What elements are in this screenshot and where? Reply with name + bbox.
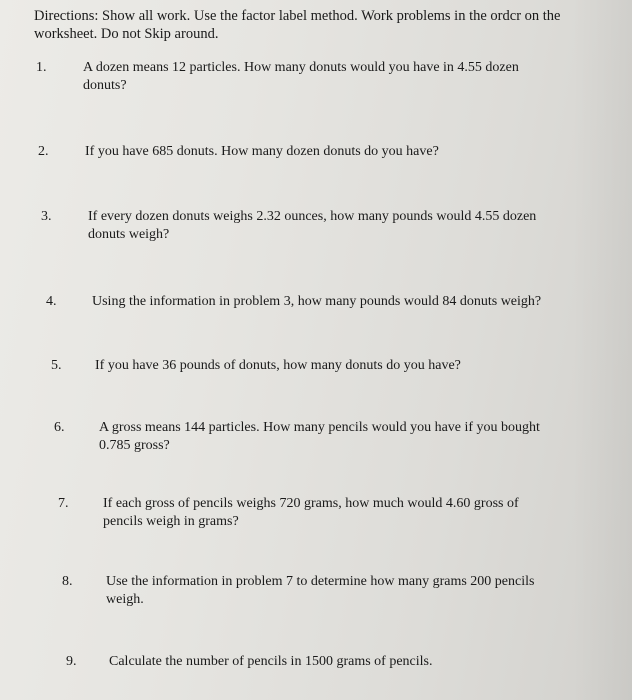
problem-number: 8. bbox=[62, 574, 73, 589]
problem-text: Use the information in problem 7 to determine how many grams 200 pencils weigh. bbox=[106, 574, 535, 607]
problem-number: 4. bbox=[46, 294, 57, 309]
problem-text: Calculate the number of pencils in 1500 grams of pencils. bbox=[109, 654, 433, 669]
problem-text: If you have 36 pounds of donuts, how many donuts do you have? bbox=[95, 358, 461, 373]
directions-text: Directions: Show all work. Use the factor label method. Work problems in the ordcr on the worksheet. Do not Skip around. bbox=[34, 8, 561, 42]
problem-text: A gross means 144 particles. How many pencils would you have if you bought 0.785 gross? bbox=[99, 420, 540, 453]
problem-text: If you have 685 donuts. How many dozen donuts do you have? bbox=[85, 144, 439, 159]
problem-number: 9. bbox=[66, 654, 77, 669]
problem-number: 7. bbox=[58, 496, 69, 511]
problem-number: 6. bbox=[54, 420, 65, 435]
problem-number: 5. bbox=[51, 358, 62, 373]
problem-text: If each gross of pencils weighs 720 grams, how much would 4.60 gross of pencils weigh in grams? bbox=[103, 496, 519, 529]
page-shadow bbox=[572, 0, 632, 700]
problem-number: 2. bbox=[38, 144, 49, 159]
problem-text: A dozen means 12 particles. How many donuts would you have in 4.55 dozen donuts? bbox=[83, 60, 519, 93]
problem-text: Using the information in problem 3, how many pounds would 84 donuts weigh? bbox=[92, 294, 542, 309]
problem-number: 3. bbox=[41, 209, 52, 224]
problem-number: 1. bbox=[36, 60, 47, 75]
problem-text: If every dozen donuts weighs 2.32 ounces, how many pounds would 4.55 dozen donuts weigh? bbox=[88, 209, 537, 242]
